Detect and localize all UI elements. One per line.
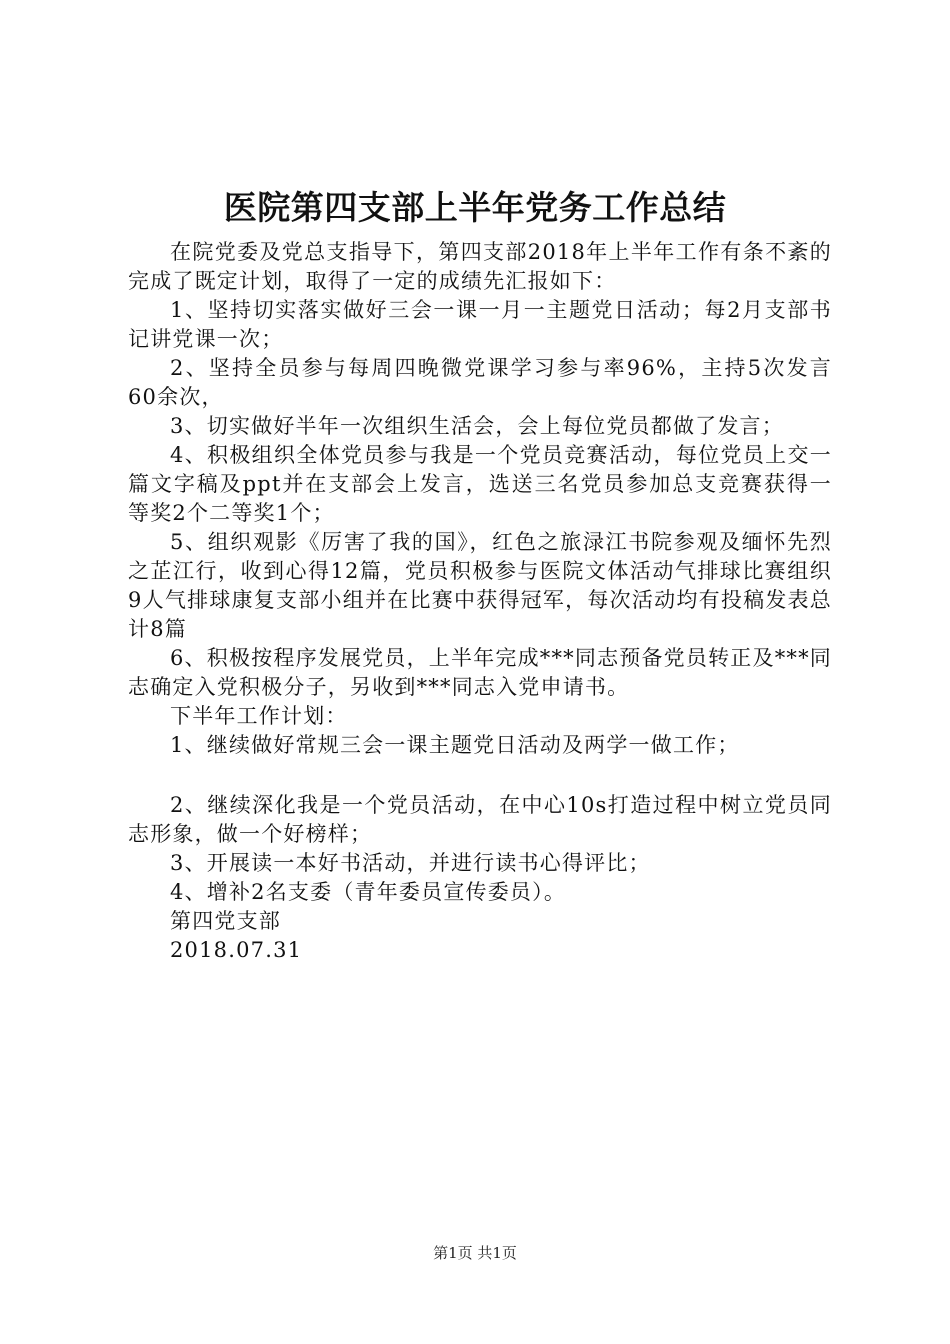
section-heading: 下半年工作计划：	[170, 704, 348, 728]
signature: 第四党支部	[170, 909, 281, 933]
list-item: 6、积极按程序发展党员，上半年完成***同志预备党员转正及***同志确定入党积极分子，另收到***同志入党申请书。	[128, 646, 832, 699]
list-item: 1、坚持切实落实做好三会一课一月一主题党日活动；每2月支部书记讲党课一次；	[128, 298, 832, 351]
list-item: 3、切实做好半年一次组织生活会，会上每位党员都做了发言；	[170, 414, 784, 438]
intro-paragraph: 在院党委及党总支指导下，第四支部2018年上半年工作有条不紊的完成了既定计划，取得了一定的成绩先汇报如下：	[128, 240, 832, 293]
list-item: 3、开展读一本好书活动，并进行读书心得评比；	[170, 851, 651, 875]
list-item: 2、坚持全员参与每周四晚微党课学习参与率96%，主持5次发言60余次，	[128, 356, 832, 409]
document-title: 医院第四支部上半年党务工作总结	[223, 188, 727, 227]
list-item: 5、组织观影《厉害了我的国》，红色之旅渌江书院参观及缅怀先烈之芷江行，收到心得12篇，党员积极参与医院文体活动气排球比赛组织9人气排球康复支部小组并在比赛中获得冠军，每次活动均有投稿发表总计8篇	[128, 530, 832, 641]
list-item: 2、继续深化我是一个党员活动，在中心10s打造过程中树立党员同志形象，做一个好榜样；	[128, 793, 832, 846]
list-item: 1、继续做好常规三会一课主题党日活动及两学一做工作；	[170, 733, 740, 757]
date: 2018.07.31	[170, 938, 303, 962]
document-body	[128, 238, 832, 965]
page-footer: 第1页 共1页	[433, 1244, 517, 1262]
list-item: 4、增补2名支委（青年委员宣传委员）。	[170, 880, 567, 904]
list-item: 4、积极组织全体党员参与我是一个党员竞赛活动，每位党员上交一篇文字稿及ppt并在支部会上发言，选送三名党员参加总支竞赛获得一等奖2个二等奖1个；	[128, 443, 832, 525]
